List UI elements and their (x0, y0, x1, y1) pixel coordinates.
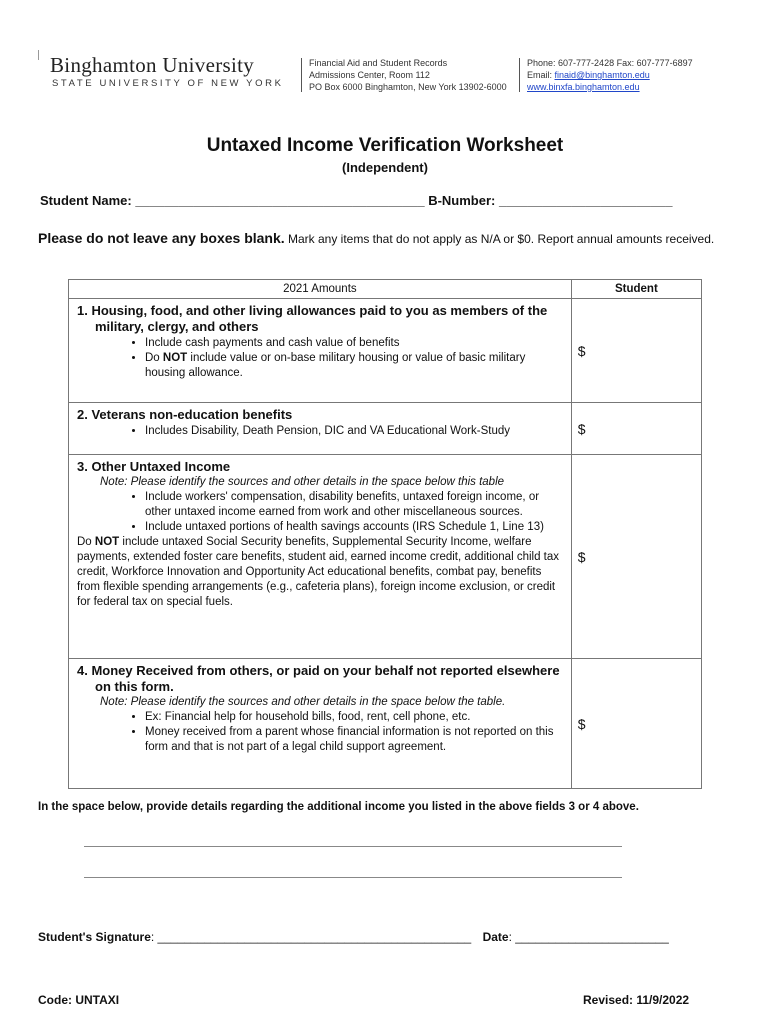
signature-row (38, 930, 669, 944)
list-item: • Money received from a parent whose financial information is not reported on this form and that is not part of a legal child support agreement. (145, 725, 565, 755)
bullet-text: Do (145, 352, 163, 364)
details-line-2[interactable] (84, 877, 622, 878)
email-label: Email: (527, 70, 555, 80)
email-row (527, 69, 693, 81)
email-link[interactable]: finaid@binghamton.edu (554, 70, 650, 80)
item-4-bullets (77, 710, 565, 755)
item-3-bullets (77, 490, 565, 535)
item-4-note: Note: Please identify the sources and other details in the space below the table. (100, 696, 506, 708)
item-2-heading: 2. Veterans non-education benefits (77, 407, 293, 422)
item-2-description (69, 403, 572, 455)
instructions-bold: Please do not leave any boxes blank. (38, 230, 285, 246)
university-logo-subtitle: STATE UNIVERSITY OF NEW YORK (52, 78, 284, 89)
list-item: • Includes Disability, Death Pension, DIC and VA Educational Work-Study (145, 424, 565, 439)
header-divider-2 (519, 58, 520, 92)
list-item (145, 351, 565, 381)
office-contact (527, 57, 693, 93)
details-prompt: In the space below, provide details regarding the additional income you listed in the above fields 3 or 4 above. (38, 801, 639, 813)
website-link[interactable]: www.binxfa.binghamton.edu (527, 82, 640, 92)
office-line-1: Financial Aid and Student Records (309, 58, 448, 68)
table-row (69, 659, 702, 789)
bullet-text: include value or on-base military housing or value of basic military housing allowance. (145, 352, 526, 379)
student-name-field[interactable]: ________________________________________ (135, 193, 425, 208)
signature-field[interactable]: : _______________________________________________ (150, 930, 472, 944)
office-address (309, 57, 507, 93)
header-divider (301, 58, 302, 92)
student-name-label: Student Name: (40, 193, 132, 208)
item-4-heading: 4. Money Received from others, or paid on your behalf not reported elsewhere on this form. (77, 663, 560, 694)
item-3-exclusions (77, 535, 565, 610)
signature-label: Student's Signature (38, 930, 151, 944)
item-4-description (69, 659, 572, 789)
item-3-amount-field[interactable]: $ (571, 455, 701, 659)
para-text: Do (77, 536, 95, 548)
header-left-tick (38, 50, 39, 60)
university-logo-name: Binghamton University (50, 53, 255, 77)
table-header-row (69, 280, 702, 299)
phone-fax: Phone: 607-777-2428 Fax: 607-777-6897 (527, 58, 693, 68)
list-item: • Ex: Financial help for household bills, food, rent, cell phone, etc. (145, 710, 565, 725)
office-line-3: PO Box 6000 Binghamton, New York 13902-6000 (309, 82, 507, 92)
instructions-text: Mark any items that do not apply as N/A or $0. Report annual amounts received. (284, 232, 715, 246)
item-1-description (69, 299, 572, 403)
item-4-amount-field[interactable]: $ (571, 659, 701, 789)
student-name-row (40, 193, 673, 208)
col-amounts-header: 2021 Amounts (69, 280, 572, 299)
amounts-table (68, 279, 702, 789)
item-1-heading: 1. Housing, food, and other living allowances paid to you as members of the military, clergy, and others (77, 303, 548, 334)
date-field[interactable]: : _______________________ (508, 930, 669, 944)
item-2-bullets (77, 424, 565, 439)
item-3-heading: 3. Other Untaxed Income (77, 459, 231, 474)
form-code: Code: UNTAXI (38, 993, 120, 1007)
table-row (69, 455, 702, 659)
list-item: • Include untaxed portions of health savings accounts (IRS Schedule 1, Line 13) (145, 520, 565, 535)
instructions (38, 230, 728, 248)
table-row (69, 299, 702, 403)
office-line-2: Admissions Center, Room 112 (309, 70, 430, 80)
details-line-1[interactable] (84, 846, 622, 847)
page-subtitle: (Independent) (342, 160, 428, 175)
date-label: Date (482, 930, 509, 944)
bullet-bold: NOT (162, 352, 188, 364)
item-1-bullets (77, 336, 565, 381)
table-row (69, 403, 702, 455)
para-text: include untaxed Social Security benefits, Supplemental Security Income, welfare payments, extended foster care benefits, student aid, earned income credit, additional child tax credit, Workforce Innovation and Opportunity Act educational benefits, combat pay, benefits from flexible spending arrangements (e.g., cafeteria plans), foreign income exclusion, or credit for federal tax on special fuels. (77, 536, 560, 608)
revised-date: Revised: 11/9/2022 (583, 993, 690, 1007)
item-2-amount-field[interactable]: $ (571, 403, 701, 455)
col-student-header: Student (571, 280, 701, 299)
bnumber-label: B-Number: (428, 193, 496, 208)
page-title: Untaxed Income Verification Worksheet (206, 135, 564, 156)
list-item: • Include cash payments and cash value of benefits (145, 336, 565, 351)
item-3-note: Note: Please identify the sources and other details in the space below this table (100, 476, 505, 488)
item-3-description (69, 455, 572, 659)
item-1-amount-field[interactable]: $ (571, 299, 701, 403)
para-bold: NOT (94, 536, 120, 548)
bnumber-field[interactable]: ________________________ (498, 193, 673, 208)
list-item: • Include workers' compensation, disability benefits, untaxed foreign income, or other untaxed income earned from work and other miscellaneous sources. (145, 490, 565, 520)
